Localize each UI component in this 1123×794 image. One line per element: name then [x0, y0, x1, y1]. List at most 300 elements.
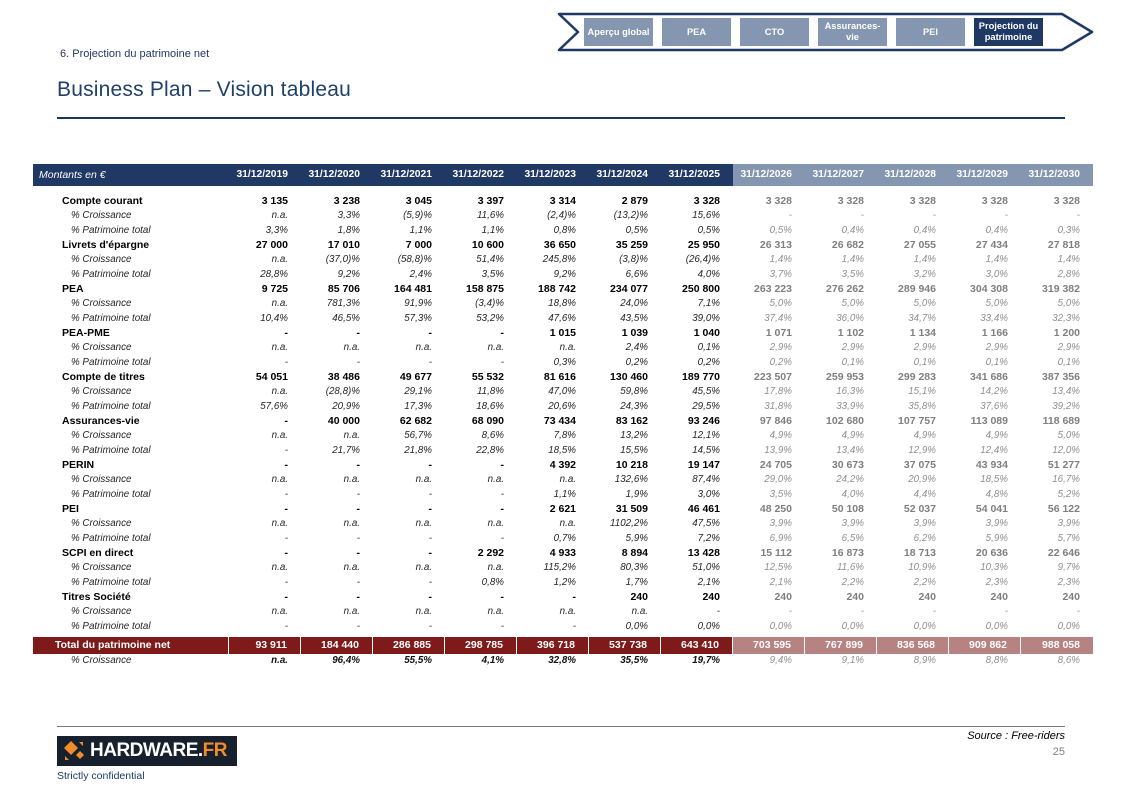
share-row-perin-value: 3,0% [697, 488, 720, 500]
growth-row-perin-value: n.a. [487, 474, 504, 485]
share-row-pea-value: 43,5% [620, 312, 648, 324]
growth-row-livrets-d-pargne-value: 1,4% [769, 254, 792, 265]
share-row-pea-value: 37,4% [764, 312, 792, 324]
growth-row-scpi-en-direct-value: 12,5% [764, 562, 792, 573]
growth-row-compte-courant-value: - [1076, 210, 1080, 221]
total-row-value: 836 568 [877, 637, 949, 654]
growth-row-titres-soci-t-value: - [1004, 606, 1008, 617]
asset-row-assurances-vie-value: 118 689 [1042, 415, 1080, 427]
column-header-31-12-2020: 31/12/2020 [301, 164, 373, 186]
asset-row-titres-soci-t-value: 240 [774, 591, 792, 603]
share-row-titres-soci-t-value: - [356, 620, 360, 632]
growth-row-compte-courant-value: n.a. [271, 210, 288, 221]
asset-row-scpi-en-direct-value: 4 933 [549, 547, 576, 559]
share-row-titres-soci-t-value: 0,0% [625, 620, 648, 632]
asset-row-compte-de-titres-value: 38 486 [327, 371, 360, 383]
growth-row-pei-value: n.a. [487, 518, 504, 529]
confidential-label: Strictly confidential [57, 770, 145, 782]
logo-suffix: FR [202, 740, 227, 761]
share-row-pea-pme-value: - [428, 356, 432, 368]
share-row-pei-value: 6,5% [841, 532, 864, 544]
share-row-assurances-vie-value: 22,8% [476, 444, 504, 456]
share-row-compte-courant-value: 0,4% [913, 224, 936, 236]
asset-row-pea-value: 164 481 [394, 283, 432, 295]
asset-row-pea-value: 304 308 [970, 283, 1008, 295]
growth-row-titres-soci-t-value: - [860, 606, 864, 617]
growth-row-livrets-d-pargne-value: 1,4% [985, 254, 1008, 265]
growth-row-compte-de-titres-value: 15,1% [908, 386, 936, 397]
growth-row-titres-soci-t-value: n.a. [271, 606, 288, 617]
share-row-pea-pme-value: - [356, 356, 360, 368]
asset-row-livrets-d-pargne-value: 17 010 [327, 239, 360, 251]
asset-row-compte-courant-value: 3 045 [405, 195, 432, 207]
share-row-pea-pme-value: 0,1% [1057, 356, 1080, 368]
asset-row-perin [33, 458, 1093, 473]
growth-row-scpi-en-direct-value: 115,2% [543, 562, 576, 573]
asset-row-pei-value: 31 509 [615, 503, 648, 515]
share-row-compte-de-titres-value: 18,6% [476, 400, 504, 412]
growth-row-compte-courant-value: - [860, 210, 864, 221]
growth-row-assurances-vie-value: 12,1% [692, 430, 720, 441]
share-row-perin-value: - [284, 488, 288, 500]
growth-row-pea-pme-value: 2,9% [913, 342, 936, 353]
share-row-pea-pme-value: 0,1% [985, 356, 1008, 368]
total-growth-row-value: 8,8% [985, 655, 1008, 666]
total-growth-row-value: 55,5% [404, 655, 432, 666]
share-row-titres-soci-t-value: 0,0% [769, 620, 792, 632]
growth-row-pei-label: % Croissance [71, 518, 132, 529]
share-row-livrets-d-pargne-value: 2,8% [1057, 268, 1080, 280]
share-row-pea-value: 46,5% [332, 312, 360, 324]
asset-row-titres-soci-t-value: - [284, 591, 288, 603]
growth-row-perin-value: 24,2% [836, 474, 864, 485]
share-row-perin-label: % Patrimoine total [71, 488, 151, 500]
growth-row-pea [33, 297, 1093, 312]
asset-row-compte-courant-value: 3 328 [693, 195, 720, 207]
growth-row-assurances-vie [33, 429, 1093, 444]
growth-row-pea-pme [33, 341, 1093, 356]
share-row-assurances-vie-value: 14,5% [692, 444, 720, 456]
asset-group-pea [33, 282, 1093, 326]
share-row-scpi-en-direct-value: 2,1% [697, 576, 720, 588]
growth-row-pei-value: n.a. [271, 518, 288, 529]
growth-row-scpi-en-direct [33, 561, 1093, 576]
growth-row-compte-courant [33, 209, 1093, 224]
asset-row-pei-value: 46 461 [687, 503, 720, 515]
share-row-pea-pme-value: 0,2% [625, 356, 648, 368]
asset-row-livrets-d-pargne-label: Livrets d'épargne [62, 239, 150, 251]
asset-row-livrets-d-pargne-value: 35 259 [615, 239, 648, 251]
total-growth-row-value: 35,5% [620, 655, 648, 666]
share-row-assurances-vie-value: 21,8% [404, 444, 432, 456]
column-header-31-12-2029: 31/12/2029 [949, 164, 1021, 186]
asset-row-assurances-vie-value: 83 162 [615, 415, 648, 427]
asset-row-scpi-en-direct-label: SCPI en direct [62, 547, 134, 559]
growth-row-pea-label: % Croissance [71, 298, 132, 309]
share-row-titres-soci-t-label: % Patrimoine total [71, 620, 151, 632]
nav-tab-assurances-vie[interactable]: Assurances-vie [818, 18, 887, 46]
asset-row-compte-de-titres-value: 299 283 [898, 371, 936, 383]
asset-row-compte-de-titres-label: Compte de titres [62, 371, 145, 383]
growth-row-pea-pme-value: 2,9% [841, 342, 864, 353]
share-row-titres-soci-t-value: - [428, 620, 432, 632]
asset-row-pei-value: - [428, 503, 432, 515]
total-row [33, 637, 1093, 654]
share-row-compte-courant-value: 0,8% [553, 224, 576, 236]
asset-row-perin-value: - [284, 459, 288, 471]
share-row-assurances-vie-label: % Patrimoine total [71, 444, 151, 456]
share-row-scpi-en-direct-value: 2,1% [769, 576, 792, 588]
total-row-value: 643 410 [661, 637, 733, 654]
share-row-scpi-en-direct-value: - [428, 576, 432, 588]
column-header-31-12-2021: 31/12/2021 [373, 164, 445, 186]
growth-row-scpi-en-direct-value: n.a. [271, 562, 288, 573]
asset-row-assurances-vie-value: 102 680 [826, 415, 864, 427]
growth-row-perin-value: 20,9% [908, 474, 936, 485]
growth-row-scpi-en-direct-value: 51,0% [692, 562, 720, 573]
nav-tab-pea[interactable]: PEA [662, 18, 731, 46]
growth-row-pei-value: n.a. [559, 518, 576, 529]
share-row-perin-value: 4,0% [841, 488, 864, 500]
asset-row-compte-courant-value: 3 328 [837, 195, 864, 207]
share-row-compte-courant-value: 0,5% [769, 224, 792, 236]
asset-row-compte-courant-value: 3 238 [333, 195, 360, 207]
share-row-livrets-d-pargne-value: 3,0% [985, 268, 1008, 280]
share-row-pea-pme-value: 0,3% [553, 356, 576, 368]
share-row-compte-de-titres-value: 29,5% [692, 400, 720, 412]
asset-row-assurances-vie-value: 113 089 [970, 415, 1008, 427]
asset-row-titres-soci-t-value: 240 [990, 591, 1008, 603]
column-header-31-12-2026: 31/12/2026 [733, 164, 805, 186]
growth-row-compte-de-titres-value: (28,8)% [325, 386, 360, 397]
nav-chevron [556, 11, 1096, 53]
asset-row-pea-pme-value: 1 040 [693, 327, 720, 339]
share-row-pea-value: 53,2% [476, 312, 504, 324]
share-row-titres-soci-t-value: 0,0% [985, 620, 1008, 632]
share-row-perin-value: - [500, 488, 504, 500]
growth-row-scpi-en-direct-value: 9,7% [1057, 562, 1080, 573]
growth-row-pea-value: 5,0% [1057, 298, 1080, 309]
asset-row-scpi-en-direct-value: 20 636 [975, 547, 1008, 559]
share-row-compte-courant-value: 0,3% [1057, 224, 1080, 236]
source-label: Source : Free-riders [967, 730, 1065, 742]
growth-row-perin-label: % Croissance [71, 474, 132, 485]
asset-row-compte-de-titres-value: 81 616 [543, 371, 576, 383]
share-row-pea-value: 47,6% [548, 312, 576, 324]
growth-row-compte-de-titres-value: 13,4% [1052, 386, 1080, 397]
share-row-titres-soci-t-value: 0,0% [913, 620, 936, 632]
growth-row-assurances-vie-value: 4,9% [985, 430, 1008, 441]
share-row-assurances-vie-value: 13,4% [836, 444, 864, 456]
asset-row-livrets-d-pargne-value: 27 055 [903, 239, 936, 251]
share-row-compte-de-titres-value: 20,9% [332, 400, 360, 412]
asset-row-compte-de-titres-value: 387 356 [1042, 371, 1080, 383]
growth-row-perin-value: n.a. [271, 474, 288, 485]
asset-group-pea-pme [33, 326, 1093, 370]
growth-row-perin [33, 473, 1093, 488]
asset-row-pei [33, 502, 1093, 517]
asset-row-pea-pme-value: - [284, 327, 288, 339]
total-growth-row-value: n.a. [271, 655, 288, 666]
asset-row-perin-value: - [428, 459, 432, 471]
growth-row-pei-value: 3,9% [1057, 518, 1080, 529]
growth-row-scpi-en-direct-value: 11,6% [836, 562, 864, 573]
growth-row-perin-value: 18,5% [980, 474, 1008, 485]
growth-row-compte-de-titres-value: 59,8% [620, 386, 648, 397]
asset-row-pea-pme-value: 1 200 [1053, 327, 1080, 339]
share-row-compte-courant-label: % Patrimoine total [71, 224, 151, 236]
asset-row-compte-de-titres-value: 55 532 [471, 371, 504, 383]
nav-tab-cto[interactable]: CTO [740, 18, 809, 46]
nav-tab-pei[interactable]: PEI [896, 18, 965, 46]
growth-row-assurances-vie-value: 7,8% [553, 430, 576, 441]
asset-row-pei-value: 48 250 [759, 503, 792, 515]
growth-row-scpi-en-direct-value: 10,9% [908, 562, 936, 573]
share-row-pea-value: 34,7% [908, 312, 936, 324]
growth-row-assurances-vie-value: 8,6% [481, 430, 504, 441]
asset-row-pea-pme-value: 1 166 [981, 327, 1008, 339]
share-row-compte-courant-value: 0,4% [841, 224, 864, 236]
asset-row-scpi-en-direct-value: - [356, 547, 360, 559]
share-row-perin-value: - [356, 488, 360, 500]
share-row-pea-label: % Patrimoine total [71, 312, 151, 324]
asset-row-compte-de-titres-value: 259 953 [826, 371, 864, 383]
hardware-logo-icon [63, 740, 85, 762]
asset-row-livrets-d-pargne-value: 10 600 [471, 239, 504, 251]
growth-row-assurances-vie-value: 5,0% [1057, 430, 1080, 441]
asset-row-livrets-d-pargne-value: 27 818 [1047, 239, 1080, 251]
growth-row-pei-value: 47,5% [692, 518, 720, 529]
column-header-31-12-2023: 31/12/2023 [517, 164, 589, 186]
growth-row-assurances-vie-value: 4,9% [841, 430, 864, 441]
growth-row-pea-pme-value: 0,1% [697, 342, 720, 353]
share-row-assurances-vie-value: 15,5% [620, 444, 648, 456]
asset-row-pea-pme-value: 1 015 [549, 327, 576, 339]
title-rule [57, 117, 1065, 119]
asset-row-compte-courant-value: 3 314 [549, 195, 576, 207]
growth-row-compte-de-titres-value: 29,1% [404, 386, 432, 397]
share-row-pei-value: 7,2% [697, 532, 720, 544]
growth-row-pea-value: 5,0% [913, 298, 936, 309]
share-row-livrets-d-pargne-value: 9,2% [553, 268, 576, 280]
growth-row-livrets-d-pargne-value: n.a. [271, 254, 288, 265]
asset-row-compte-de-titres-value: 223 507 [754, 371, 792, 383]
asset-row-pea-pme-value: 1 134 [909, 327, 936, 339]
share-row-livrets-d-pargne [33, 268, 1093, 283]
share-row-titres-soci-t-value: 0,0% [841, 620, 864, 632]
total-row-value: 537 738 [589, 637, 661, 654]
growth-row-assurances-vie-value: 56,7% [404, 430, 432, 441]
asset-row-livrets-d-pargne-value: 36 650 [543, 239, 576, 251]
share-row-scpi-en-direct-value: 1,7% [625, 576, 648, 588]
asset-row-titres-soci-t-value: - [428, 591, 432, 603]
asset-row-perin-value: - [356, 459, 360, 471]
table-corner-label: Montants en € [33, 164, 229, 186]
growth-row-pea-value: 91,9% [404, 298, 432, 309]
total-growth-row-label: % Croissance [71, 655, 132, 666]
share-row-pea [33, 312, 1093, 327]
total-row-value: 298 785 [445, 637, 517, 654]
share-row-perin-value: 4,4% [913, 488, 936, 500]
share-row-assurances-vie-value: 12,4% [980, 444, 1008, 456]
asset-group-pei [33, 502, 1093, 546]
asset-row-pea-value: 289 946 [898, 283, 936, 295]
total-growth-row-value: 4,1% [481, 655, 504, 666]
asset-row-pei-value: - [356, 503, 360, 515]
share-row-livrets-d-pargne-label: % Patrimoine total [71, 268, 151, 280]
asset-row-assurances-vie-value: 107 757 [898, 415, 936, 427]
page-title: Business Plan – Vision tableau [57, 78, 351, 101]
growth-row-pei-value: 3,9% [769, 518, 792, 529]
section-label: 6. Projection du patrimoine net [60, 48, 210, 60]
growth-row-pea-value: 5,0% [769, 298, 792, 309]
asset-row-perin-value: 51 277 [1047, 459, 1080, 471]
share-row-compte-de-titres-value: 35,8% [908, 400, 936, 412]
asset-row-perin-value: 43 934 [975, 459, 1008, 471]
nav-tab-aper-u-global[interactable]: Aperçu global [584, 18, 653, 46]
growth-row-titres-soci-t-value: - [716, 606, 720, 617]
share-row-livrets-d-pargne-value: 4,0% [697, 268, 720, 280]
asset-row-titres-soci-t-value: 240 [702, 591, 720, 603]
share-row-compte-courant-value: 0,4% [985, 224, 1008, 236]
growth-row-livrets-d-pargne-value: 1,4% [913, 254, 936, 265]
asset-row-scpi-en-direct-value: 22 646 [1047, 547, 1080, 559]
growth-row-pea-pme-value: 2,9% [1057, 342, 1080, 353]
share-row-compte-de-titres-value: 37,6% [980, 400, 1008, 412]
asset-row-assurances-vie-value: 40 000 [327, 415, 360, 427]
growth-row-livrets-d-pargne-value: (37,0)% [325, 254, 360, 265]
share-row-pea-value: 10,4% [260, 312, 288, 324]
growth-row-compte-courant-label: % Croissance [71, 210, 132, 221]
asset-row-compte-de-titres-value: 130 460 [610, 371, 648, 383]
asset-row-pea-value: 158 875 [466, 283, 504, 295]
nav-tab-projection-du-patrimoine[interactable]: Projection du patrimoine [974, 18, 1043, 46]
asset-row-scpi-en-direct-value: 16 873 [831, 547, 864, 559]
column-header-31-12-2025: 31/12/2025 [661, 164, 733, 186]
asset-group-compte-courant [33, 194, 1093, 238]
growth-row-compte-courant-value: - [932, 210, 936, 221]
growth-row-perin-value: n.a. [343, 474, 360, 485]
share-row-pea-pme-value: - [500, 356, 504, 368]
share-row-titres-soci-t-value: - [572, 620, 576, 632]
asset-row-pei-label: PEI [62, 503, 79, 515]
share-row-compte-courant-value: 1,8% [337, 224, 360, 236]
share-row-pea-value: 39,0% [692, 312, 720, 324]
share-row-pea-value: 32,3% [1052, 312, 1080, 324]
share-row-compte-courant-value: 0,5% [697, 224, 720, 236]
growth-row-compte-de-titres-value: 16,3% [836, 386, 864, 397]
asset-row-assurances-vie-label: Assurances-vie [62, 415, 140, 427]
asset-row-perin-value: 10 218 [615, 459, 648, 471]
share-row-perin-value: 1,9% [625, 488, 648, 500]
share-row-scpi-en-direct-value: - [284, 576, 288, 588]
share-row-pei-value: - [428, 532, 432, 544]
growth-row-titres-soci-t-value: - [788, 606, 792, 617]
asset-row-pea-value: 263 223 [754, 283, 792, 295]
asset-row-livrets-d-pargne-value: 27 434 [975, 239, 1008, 251]
growth-row-livrets-d-pargne-value: 1,4% [1057, 254, 1080, 265]
asset-row-compte-de-titres [33, 370, 1093, 385]
asset-row-titres-soci-t-value: 240 [1062, 591, 1080, 603]
asset-row-pea-label: PEA [62, 283, 84, 295]
asset-row-assurances-vie [33, 414, 1093, 429]
share-row-scpi-en-direct-value: 0,8% [481, 576, 504, 588]
growth-row-pea-pme-label: % Croissance [71, 342, 132, 353]
asset-row-pea-value: 9 725 [261, 283, 288, 295]
asset-row-scpi-en-direct-value: 2 292 [477, 547, 504, 559]
share-row-pei-value: 5,9% [625, 532, 648, 544]
growth-row-pea-value: 5,0% [841, 298, 864, 309]
asset-row-compte-de-titres-value: 54 051 [255, 371, 288, 383]
growth-row-titres-soci-t-value: n.a. [415, 606, 432, 617]
share-row-pea-value: 36,0% [836, 312, 864, 324]
growth-row-perin-value: 29,0% [764, 474, 792, 485]
growth-row-compte-de-titres-value: 47,0% [548, 386, 576, 397]
growth-row-perin-value: 16,7% [1052, 474, 1080, 485]
asset-row-livrets-d-pargne [33, 238, 1093, 253]
share-row-pei-value: - [356, 532, 360, 544]
asset-row-perin-value: - [500, 459, 504, 471]
growth-row-pei-value: 3,9% [985, 518, 1008, 529]
share-row-pei-value: 5,7% [1057, 532, 1080, 544]
growth-row-titres-soci-t-value: - [1076, 606, 1080, 617]
share-row-livrets-d-pargne-value: 9,2% [337, 268, 360, 280]
asset-row-assurances-vie-value: 93 246 [687, 415, 720, 427]
share-row-assurances-vie-value: 12,0% [1052, 444, 1080, 456]
asset-row-scpi-en-direct-value: 18 713 [903, 547, 936, 559]
share-row-pei [33, 532, 1093, 547]
share-row-perin-value: 1,1% [553, 488, 576, 500]
asset-group-titres-soci-t [33, 590, 1093, 634]
share-row-livrets-d-pargne-value: 2,4% [409, 268, 432, 280]
asset-row-livrets-d-pargne-value: 27 000 [255, 239, 288, 251]
share-row-scpi-en-direct-value: - [356, 576, 360, 588]
asset-row-titres-soci-t-value: - [500, 591, 504, 603]
share-row-scpi-en-direct-value: 2,3% [985, 576, 1008, 588]
share-row-assurances-vie-value: 21,7% [332, 444, 360, 456]
asset-row-scpi-en-direct-value: - [428, 547, 432, 559]
growth-row-assurances-vie-value: n.a. [343, 430, 360, 441]
total-row-value: 93 911 [229, 637, 301, 654]
growth-row-pea-value: 18,8% [548, 298, 576, 309]
column-header-31-12-2027: 31/12/2027 [805, 164, 877, 186]
column-header-31-12-2022: 31/12/2022 [445, 164, 517, 186]
growth-row-compte-courant-value: - [788, 210, 792, 221]
total-growth-row-value: 8,6% [1057, 655, 1080, 666]
logo-text: HARDWARE.FR [90, 740, 227, 761]
asset-row-perin-value: 30 673 [831, 459, 864, 471]
asset-row-compte-de-titres-value: 189 770 [682, 371, 720, 383]
share-row-compte-de-titres-value: 33,9% [836, 400, 864, 412]
growth-row-livrets-d-pargne-value: (58,8)% [397, 254, 432, 265]
total-growth-row-value: 9,4% [769, 655, 792, 666]
share-row-compte-courant [33, 224, 1093, 239]
asset-row-titres-soci-t [33, 590, 1093, 605]
share-row-titres-soci-t-value: - [284, 620, 288, 632]
asset-row-pea-pme-label: PEA-PME [62, 327, 110, 339]
growth-row-pea-pme-value: n.a. [487, 342, 504, 353]
share-row-assurances-vie [33, 444, 1093, 459]
growth-row-compte-courant-value: 15,6% [692, 210, 720, 221]
share-row-titres-soci-t [33, 620, 1093, 635]
growth-row-compte-courant-value: 11,6% [476, 210, 504, 221]
growth-row-perin-value: 87,4% [692, 474, 720, 485]
share-row-assurances-vie-value: 18,5% [548, 444, 576, 456]
asset-row-compte-courant-label: Compte courant [62, 195, 143, 207]
asset-row-livrets-d-pargne-value: 26 313 [759, 239, 792, 251]
growth-row-pei-value: 3,9% [913, 518, 936, 529]
footer-rule [57, 726, 1065, 727]
